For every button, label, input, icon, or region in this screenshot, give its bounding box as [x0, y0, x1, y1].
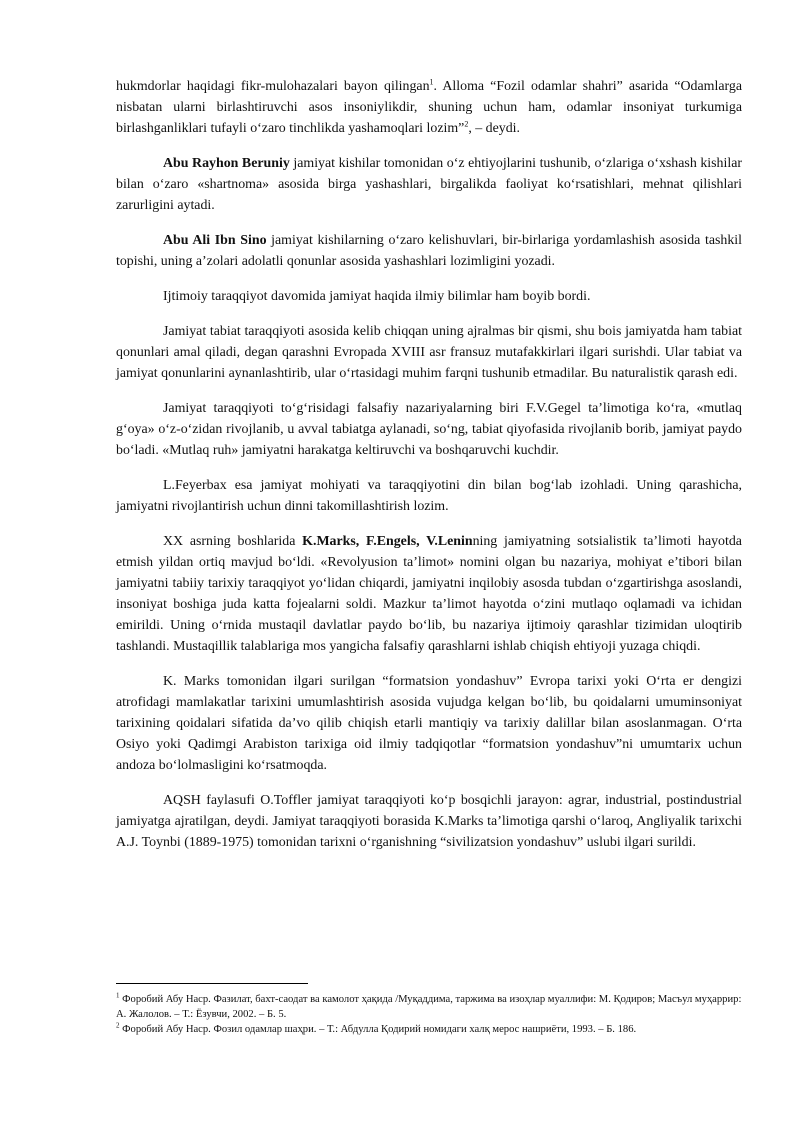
paragraph: [116, 153, 742, 216]
footnote-number: 1: [116, 991, 120, 1000]
bold-name: Abu Ali Ibn Sino: [163, 233, 267, 248]
paragraph: [116, 475, 742, 517]
footnotes: [116, 992, 742, 1037]
footnote-number: 2: [116, 1021, 120, 1030]
footnote-ref: 2: [464, 119, 469, 129]
paragraph-text: Jamiyat tabiat taraqqiyoti asosida kelib chiqqan uning ajralmas bir qismi, shu bois jamiyatda ham tabiat qonunlari amal qiladi, degan qarashni Evropada XVIII asr fransuz mutafakkirlari ilgari surishdi. Ular tabiat va jamiyat qonunlarini aynanlashtirib, ular o‘rtasidagi muhim farqni tushunib etmadilar. Bu naturalistik qarash edi.: [116, 324, 742, 381]
paragraph-text: hukmdorlar haqidagi fikr-mulohazalari bayon qilingan: [116, 79, 430, 94]
paragraph-text: L.Feyerbax esa jamiyat mohiyati va taraqqiyotini din bilan bog‘lab izohladi. Uning qarashicha, jamiyatni rivojlantirish uchun dinni takomillashtirish lozim.: [116, 478, 742, 514]
bold-name: K.Marks, F.Engels, V.Lenin: [302, 534, 473, 549]
paragraph-text: K. Marks tomonidan ilgari surilgan “formatsion yondashuv” Evropa tarixi yoki O‘rta er dengizi atrofidagi mamlakatlar tarixini umumlashtirish asosida vujudga kelgan bo‘lib, bu qoidalarni umuminsoniyat tarixining qoidalari sifatida da’vo qilib chiqish etarli mantiqiy va tarixiy dalillar bilan asoslanmagan. O‘rta Osiyo yoki Qadimgi Arabiston tarixiga oid ilmiy tadqiqotlar “formatsion yondashuv”ni umumtarix uchun andoza bo‘lolmasligini ko‘rsatmoqda.: [116, 674, 742, 773]
bold-name: Abu Rayhon Beruniy: [163, 156, 290, 171]
footnote-separator: [116, 983, 308, 984]
footnote-text: Форобий Абу Наср. Фозил одамлар шаҳри. – Т.: Абдулла Қодирий номидаги халқ мерос нашриёти, 1993. – Б. 186.: [119, 1024, 637, 1035]
footnote-ref: 1: [429, 77, 434, 87]
paragraph: [116, 76, 742, 139]
paragraph-text: , – deydi.: [468, 121, 521, 136]
paragraph: [116, 286, 742, 307]
paragraph-text: . Alloma “Fozil odamlar shahri” asarida “Odamlarga nisbatan ularni birlashtiruvchi asos insoniylikdir, shuning uchun ham, odamlar insoniyat turkumiga birlashganliklari tufayli o‘zaro tinchlikda yashamoqlari lozim”: [116, 79, 742, 136]
paragraph: [116, 531, 742, 657]
paragraph-text: AQSH faylasufi O.Toffler jamiyat taraqqiyoti ko‘p bosqichli jarayon: agrar, industrial, postindustrial jamiyatga ajratilgan, deydi. Jamiyat taraqqiyoti borasida K.Marks ta’limotiga qarshi o‘laroq, Angliyalik tarixchi A.J. Toynbi (1889-1975) tomonidan tarixni o‘rganishning “sivilizatsion yondashuv” uslubi ilgari surildi.: [116, 793, 742, 850]
paragraph: [116, 671, 742, 776]
body-text: [116, 76, 742, 867]
paragraph-text: Ijtimoiy taraqqiyot davomida jamiyat haqida ilmiy bilimlar ham boyib bordi.: [163, 289, 591, 304]
footnote-text: Форобий Абу Наср. Фазилат, бахт-саодат ва камолот ҳақида /Муқаддима, таржима ва изоҳлар муаллифи: М. Қодиров; Масъул муҳаррир: А. Жалолов. – Т.: Ёзувчи, 2002. – Б. 5.: [116, 994, 742, 1020]
paragraph-text: Jamiyat taraqqiyoti to‘g‘risidagi falsafiy nazariyalarning biri F.V.Gegel ta’limotiga ko‘ra, «mutlaq g‘oya» o‘z-o‘zidan rivojlanib, u avval tabiatga aylanadi, so‘ng, tabiat qiyofasida rivojlanib borib, jamiyat paydo bo‘ladi. «Mutlaq ruh» jamiyatni harakatga keltiruvchi va boshqaruvchi kuchdir.: [116, 401, 742, 458]
paragraph-text: jamiyat kishilar tomonidan o‘z ehtiyojlarini tushunib, o‘zlariga o‘xshash kishilar bilan o‘zaro «shartnoma» asosida birga yashashlari, birgalikda faoliyat ko‘rsatishlari, mehnat qilishlari zarurligini aytadi.: [116, 156, 742, 213]
paragraph: [116, 790, 742, 853]
paragraph: [116, 321, 742, 384]
paragraph-text: ning jamiyatning sotsialistik ta’limoti hayotda etmish yildan ortiq mavjud bo‘ldi. «Revolyusion ta’limot» nomini olgan bu nazariya, mohiyat e’tibori bilan jamiyatni tabiiy tarixiy taraqqiyot yo‘lidan chiqardi, jamiyatni inqilobiy asosda tubdan o‘zgartirishga asoslandi, insoniyat boshiga juda katta fojealarni soldi. Mazkur ta’limot hayotda o‘zini mutlaqo oqlamadi va ichidan emirildi. Uning o‘rnida mustaqil davlatlar paydo bo‘lib, bu nazariya ijtimoiy qarashlar tizimidan uloqtirib tashlandi. Mustaqillik talablariga mos yangicha falsafiy qarashlarni ishlab chiqish ehtiyoji yuzaga chiqdi.: [116, 534, 742, 654]
paragraph-text: XX asrning boshlarida: [163, 534, 303, 549]
paragraph-text: jamiyat kishilarning o‘zaro kelishuvlari, bir-birlariga yordamlashish asosida tashkil topishi, uning a’zolari adolatli qonunlar asosida yashashlari lozimligini yozadi.: [116, 233, 742, 269]
footnote: [116, 992, 742, 1022]
paragraph: [116, 398, 742, 461]
paragraph: [116, 230, 742, 272]
footnote: [116, 1022, 742, 1037]
